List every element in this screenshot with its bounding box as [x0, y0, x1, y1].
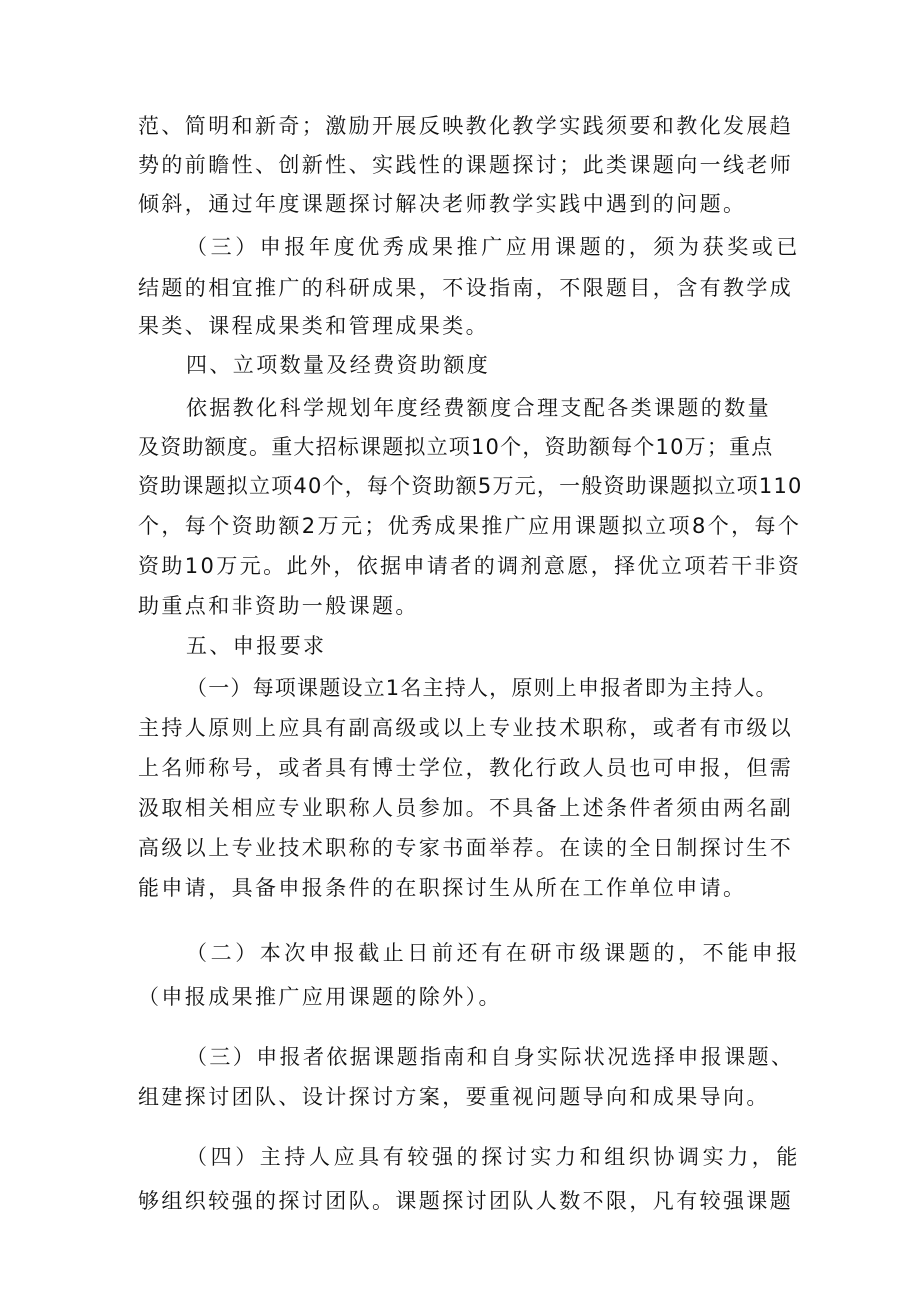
- paragraph-line: 资助课题拟立项40个，每个资助额5万元，一般资助课题拟立项110: [138, 474, 803, 498]
- paragraph-line: 够组织较强的探讨团队。课题探讨团队人数不限，凡有较强课题: [138, 1189, 794, 1213]
- paragraph-line: 个，每个资助额2万元；优秀成果推广应用课题拟立项8个，每个: [138, 514, 802, 538]
- paragraph-line: （三）申报者依据课题指南和自身实际状况选择申报课题、: [186, 1045, 795, 1069]
- paragraph-line: （三）申报年度优秀成果推广应用课题的，须为获奖或已: [186, 235, 801, 259]
- paragraph-line: 及资助额度。重大招标课题拟立项10个，资助额每个10万；重点: [138, 435, 774, 459]
- paragraph-line: 汲取相关相应专业职称人员参加。不具备上述条件者须由两名副: [138, 796, 794, 820]
- paragraph-line: 上名师称号，或者具有博士学位，教化行政人员也可申报，但需: [138, 756, 794, 780]
- paragraph-line: （二）本次申报截止日前还有在研市级课题的，不能申报: [186, 941, 801, 965]
- paragraph-line: 果类、课程成果类和管理成果类。: [138, 314, 489, 338]
- paragraph-line: 组建探讨团队、设计探讨方案，要重视问题导向和成果导向。: [138, 1085, 770, 1109]
- paragraph-line: 势的前瞻性、创新性、实践性的课题探讨；此类课题向一线老师: [138, 153, 794, 177]
- paragraph-line: （一）每项课题设立1名主持人，原则上申报者即为主持人。: [186, 676, 778, 700]
- section-heading: 四、立项数量及经费资助额度: [186, 353, 491, 377]
- paragraph-line: 倾斜，通过年度课题探讨解决老师教学实践中遇到的问题。: [138, 192, 747, 216]
- paragraph-line: 范、简明和新奇；激励开展反映教化教学实践须要和教化发展趋: [138, 114, 794, 138]
- section-heading: 五、申报要求: [186, 634, 327, 658]
- paragraph-line: 能申请，具备申报条件的在职探讨生从所在工作单位申请。: [138, 876, 747, 900]
- paragraph-line: 资助10万元。此外，依据申请者的调剂意愿，择优立项若干非资: [138, 554, 802, 578]
- paragraph-line: 依据教化科学规划年度经费额度合理支配各类课题的数量: [186, 396, 771, 420]
- paragraph-line: 结题的相宜推广的科研成果，不设指南，不限题目，含有教学成: [138, 276, 794, 300]
- paragraph-line: 高级以上专业技术职称的专家书面举荐。在读的全日制探讨生不: [138, 836, 794, 860]
- paragraph-line: 助重点和非资助一般课题。: [138, 594, 419, 618]
- paragraph-line: （四）主持人应具有较强的探讨实力和组织协调实力，能: [186, 1145, 801, 1169]
- paragraph-line: 主持人原则上应具有副高级或以上专业技术职称，或者有市级以: [138, 716, 794, 740]
- paragraph-line: （申报成果推广应用课题的除外）。: [138, 985, 502, 1009]
